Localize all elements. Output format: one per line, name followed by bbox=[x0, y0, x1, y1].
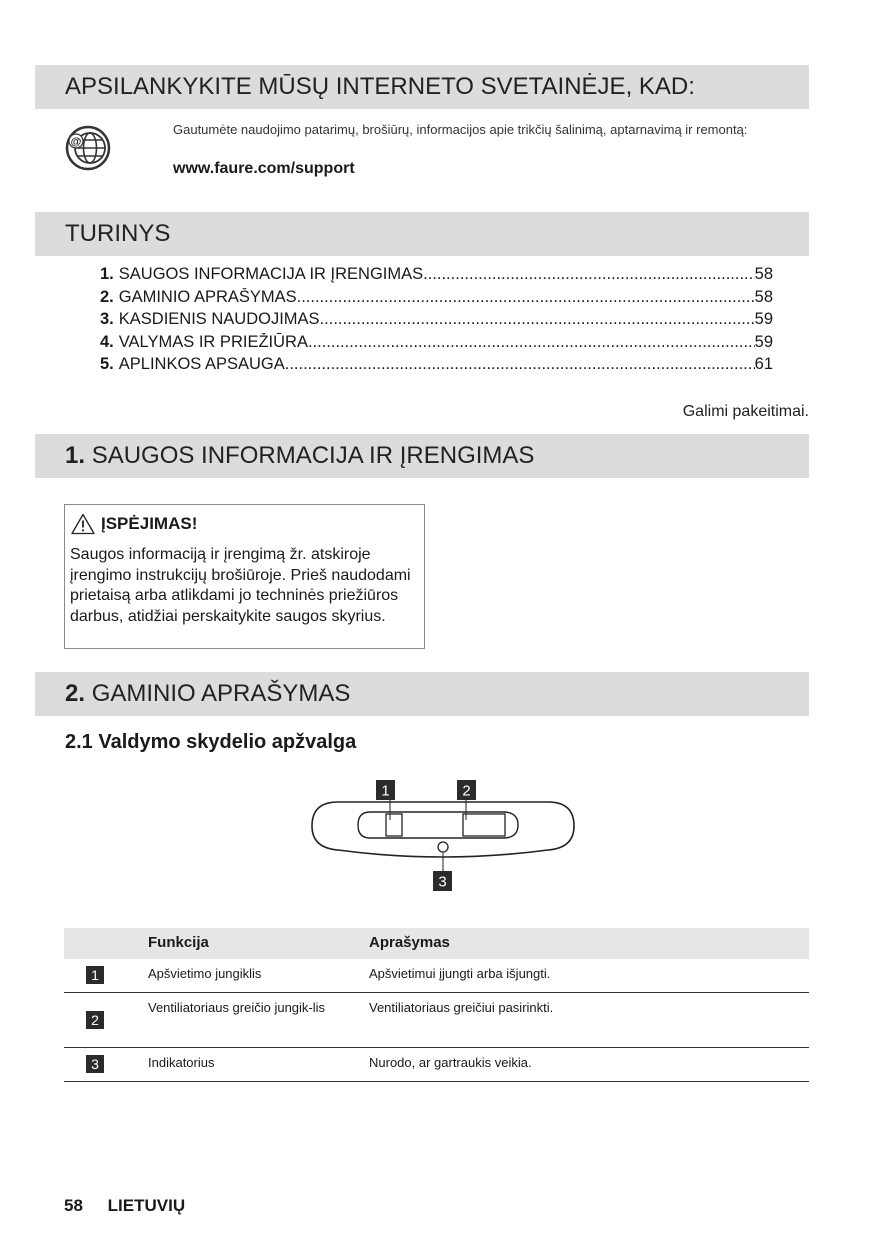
header-description: Aprašymas bbox=[369, 934, 450, 951]
callout-label-3: 3 bbox=[438, 873, 447, 891]
table-header bbox=[64, 928, 809, 959]
svg-text:@: @ bbox=[70, 136, 82, 148]
toc-item[interactable]: 1. SAUGOS INFORMACIJA IR ĮRENGIMAS ..... 58 bbox=[100, 265, 773, 288]
row-function: Ventiliatoriaus greičio jungik-lis bbox=[148, 1000, 326, 1015]
globe-at-icon bbox=[64, 124, 112, 172]
warning-triangle-icon bbox=[71, 513, 95, 535]
function-table bbox=[64, 928, 809, 1082]
support-link[interactable]: www.faure.com/support bbox=[173, 160, 355, 177]
row-function: Indikatorius bbox=[148, 1055, 215, 1070]
warning-box bbox=[64, 504, 425, 649]
toc-item[interactable]: 2. GAMINIO APRAŠYMAS ..... 58 bbox=[100, 288, 773, 311]
row-description: Nurodo, ar gartraukis veikia. bbox=[369, 1055, 532, 1070]
toc-item[interactable]: 4. VALYMAS IR PRIEŽIŪRA ..... 59 bbox=[100, 333, 773, 356]
page-footer bbox=[64, 1196, 185, 1216]
changes-note: Galimi pakeitimai. bbox=[682, 403, 809, 420]
toc-item[interactable]: 3. KASDIENIS NAUDOJIMAS ..... 59 bbox=[100, 310, 773, 333]
website-heading: APSILANKYKITE MŪSŲ INTERNETO SVETAINĖJE, KAD: bbox=[35, 65, 809, 109]
control-panel-subtitle: 2.1 Valdymo skydelio apžvalga bbox=[65, 731, 357, 753]
row-badge: 3 bbox=[86, 1055, 104, 1073]
section-1-heading: 1. SAUGOS INFORMACIJA IR ĮRENGIMAS bbox=[35, 434, 809, 478]
table-of-contents bbox=[100, 265, 773, 378]
section-2-heading: 2. GAMINIO APRAŠYMAS bbox=[35, 672, 809, 716]
control-panel-diagram bbox=[308, 778, 578, 894]
row-badge: 1 bbox=[86, 966, 104, 984]
website-description: Gautumėte naudojimo patarimų, brošiūrų, informacijos apie trikčių šalinimą, aptarnavimą ir remontą: bbox=[173, 122, 748, 137]
warning-text: Saugos informaciją ir įrengimą žr. atskiroje įrengimo instrukcijų brošiūroje. Prieš naudodami prietaisą arba atlikdami jo techninės priežiūros darbus, atidžiai perskaitykite saugos skyrius. bbox=[70, 546, 411, 625]
callout-label-1: 1 bbox=[381, 782, 390, 800]
row-function: Apšvietimo jungiklis bbox=[148, 966, 262, 981]
toc-item[interactable]: 5. APLINKOS APSAUGA ..... 61 bbox=[100, 355, 773, 378]
warning-title: ĮSPĖJIMAS! bbox=[71, 513, 197, 535]
table-row bbox=[64, 1048, 809, 1082]
row-description: Apšvietimui įjungti arba išjungti. bbox=[369, 966, 551, 981]
page-number: 58 bbox=[64, 1196, 83, 1215]
row-description: Ventiliatoriaus greičiui pasirinkti. bbox=[369, 1000, 554, 1015]
table-row bbox=[64, 959, 809, 993]
callout-label-2: 2 bbox=[462, 782, 471, 800]
table-row bbox=[64, 993, 809, 1048]
header-function: Funkcija bbox=[148, 934, 209, 951]
language-label: LIETUVIŲ bbox=[107, 1196, 186, 1215]
indicator-light bbox=[438, 842, 448, 852]
contents-heading: TURINYS bbox=[35, 212, 809, 256]
row-badge: 2 bbox=[86, 1011, 104, 1029]
